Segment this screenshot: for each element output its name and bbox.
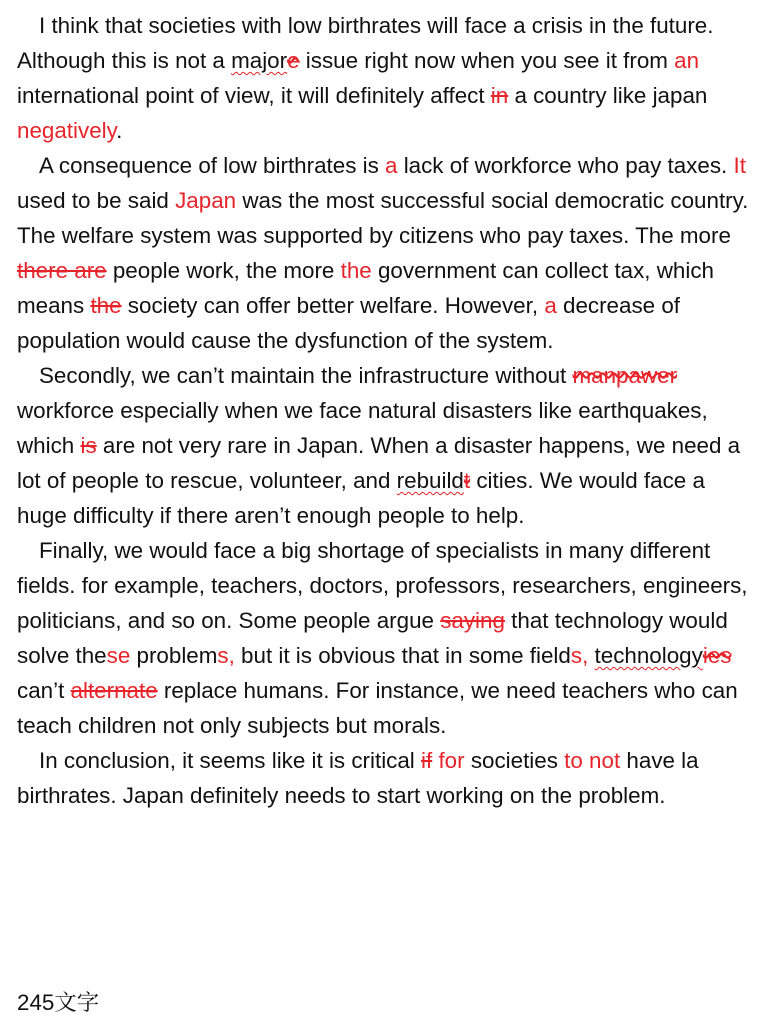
text-run: . <box>116 118 123 143</box>
deleted-text: in <box>490 83 509 108</box>
deleted-misspelling: manpawer <box>572 363 678 388</box>
deleted-text: if <box>421 748 433 773</box>
paragraph-secondly <box>17 358 752 533</box>
text-run: government can collect tax, which means <box>17 258 714 318</box>
deleted-text: the <box>90 293 122 318</box>
deleted-text: there are <box>17 258 107 283</box>
text-run: workforce especially when we face natural disasters like earthquakes, which <box>17 398 708 458</box>
paragraph-intro <box>17 8 752 148</box>
inserted-correction: It <box>733 153 746 178</box>
text-run: In conclusion, it seems like it is critical <box>39 748 422 773</box>
text-run: issue right now when you see it from <box>299 48 675 73</box>
essay-body <box>17 8 752 813</box>
text-run: but it is obvious that in some field <box>234 643 571 668</box>
text-run: international point of view, it will definitely affect <box>17 83 491 108</box>
text-run: cities. We would face a huge difficulty if there aren’t enough people to help. <box>17 468 705 528</box>
text-run: that technology would solve the <box>17 608 728 668</box>
spelling-flagged-word: technology <box>594 643 703 668</box>
character-count: 245文字 <box>17 990 100 1015</box>
text-run: people work, the more <box>106 258 341 283</box>
inserted-correction: negatively <box>17 118 117 143</box>
inserted-correction: s, <box>217 643 235 668</box>
deleted-text: saying <box>440 608 505 633</box>
text-run: decrease of population would cause the dysfunction of the system. <box>17 293 680 353</box>
text-run: a country like japan <box>508 83 708 108</box>
text-run: I think that societies with low birthrates will face a crisis in the future. Although this is not a <box>17 13 714 73</box>
text-run: problem <box>130 643 218 668</box>
inserted-correction: an <box>674 48 700 73</box>
inserted-correction: to not <box>564 748 621 773</box>
text-run: societies <box>464 748 565 773</box>
text-run: was the most successful social democratic country. The welfare system was supported by citizens who pay taxes. The more <box>17 188 749 248</box>
inserted-correction: a <box>544 293 557 318</box>
text-run: can’t <box>17 678 71 703</box>
inserted-correction: se <box>106 643 131 668</box>
spelling-flagged-word: major <box>231 48 288 73</box>
text-run: A consequence of low birthrates is <box>39 153 386 178</box>
deleted-misspelling: t <box>463 468 471 493</box>
text-run: replace humans. For instance, we need teachers who can teach children not only subjects but morals. <box>17 678 738 738</box>
inserted-correction: s, <box>570 643 589 668</box>
inserted-correction: for <box>438 748 465 773</box>
deleted-text: alternate <box>70 678 158 703</box>
inserted-correction: Japan <box>175 188 237 213</box>
text-run: have la birthrates. Japan definitely needs to start working on the problem. <box>17 748 699 808</box>
text-run: used to be said <box>17 188 176 213</box>
deleted-text: is <box>80 433 97 458</box>
inserted-correction: the <box>340 258 372 283</box>
text-run: are not very rare in Japan. When a disaster happens, we need a lot of people to rescue, volunteer, and <box>17 433 741 493</box>
text-run: lack of workforce who pay taxes. <box>397 153 734 178</box>
paragraph-consequence <box>17 148 752 358</box>
inserted-correction: a <box>385 153 398 178</box>
paragraph-conclusion <box>17 743 752 813</box>
text-run: Secondly, we can’t maintain the infrastructure without <box>39 363 573 388</box>
text-run: Finally, we would face a big shortage of specialists in many different fields. for example, teachers, doctors, professors, researchers, engineers, politicians, and so on. Some people argue <box>17 538 748 633</box>
deleted-misspelling: e <box>287 48 300 73</box>
paragraph-finally <box>17 533 752 743</box>
spelling-flagged-word: rebuild <box>396 468 464 493</box>
deleted-misspelling: ies <box>702 643 732 668</box>
text-run: society can offer better welfare. However, <box>121 293 545 318</box>
